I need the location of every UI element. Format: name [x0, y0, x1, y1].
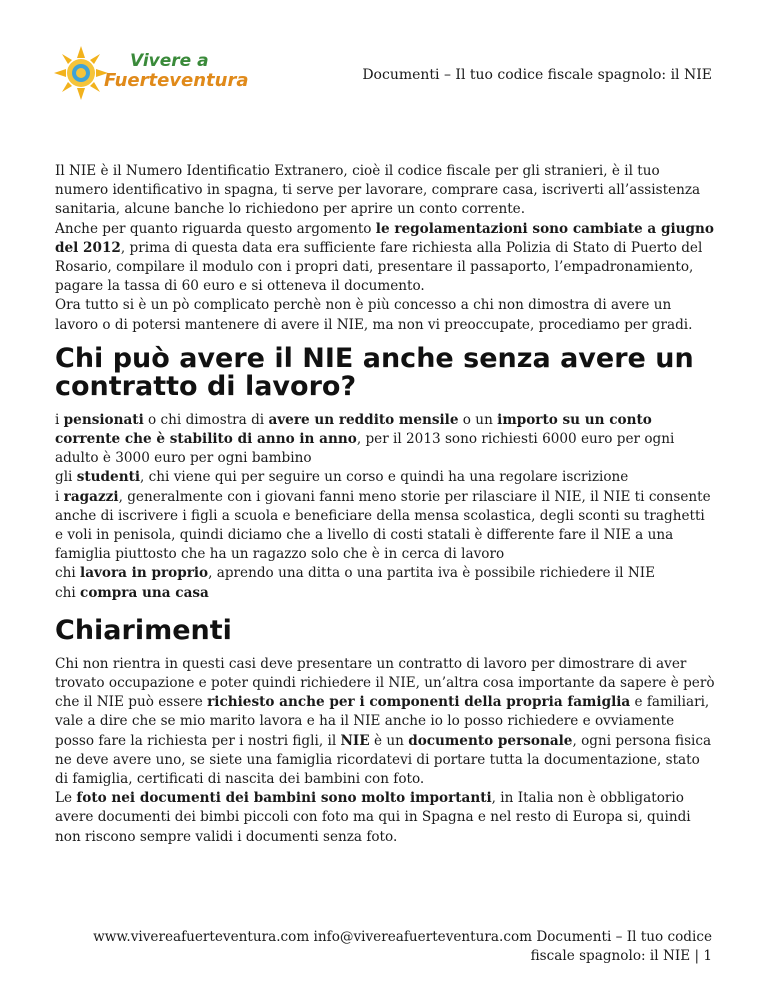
list-item-ragazzi: i ragazzi, generalmente con i giovani fanni meno storie per rilasciare il NIE, il NIE ti consente anche di iscrivere i figli a scuola e beneficiare della mensa scolastica, degli sconti su traghetti e voli in penisola, quindi diciamo che a livello di costi statali è differente fare il NIE a una famiglia piuttosto che ha un ragazzo solo che è in cerca di lavoro [55, 488, 711, 563]
logo-wordmark [104, 51, 249, 91]
article-body [55, 162, 715, 847]
logo-line-2: Fuerteventura [104, 70, 249, 91]
bold-text: le regolamentazioni sono cambiate a giugno del 2012 [55, 220, 714, 256]
page-footer: www.vivereafuerteventura.com info@vivereafuerteventura.com Documenti – Il tuo codice fiscale spagnolo: il NIE | 1 [93, 929, 712, 964]
list-item-lavora-in-proprio: chi lavora in proprio, aprendo una ditta o una partita iva è possibile richiedere il NIE [55, 565, 656, 582]
section-heading-nie-without-contract: Chi può avere il NIE anche senza avere un contratto di lavoro? [55, 342, 694, 402]
list-item-pensionati: i pensionati o chi dimostra di avere un reddito mensile o un importo su un conto corrente che è stabilito di anno in anno, per il 2013 sono richiesti 6000 euro per ogni adulto è 3000 euro per ogni bambino [55, 411, 675, 467]
intro-paragraph-1: Il NIE è il Numero Identificatio Extranero, cioè il codice fiscale per gli stranieri, è il tuo numero identificativo in spagna, ti serve per lavorare, comprare casa, iscriverti all’assistenza sanitaria, alcune banche lo richiedono per aprire un conto corrente. [55, 163, 701, 218]
chiarimenti-paragraph-1: Chi non rientra in questi casi deve presentare un contratto di lavoro per dimostrare di aver trovato occupazione e poter quindi richiedere il NIE, un’altra cosa importante da sapere è però che il NIE può essere richiesto anche per i componenti della propria famiglia e familiari, vale a dire che se mio marito lavora e ha il NIE anche io lo posso richiedere e ovviamente posso fare la richiesta per i nostri figli, il NIE è un documento personale, ogni persona fisica ne deve avere uno, se siete una famiglia ricordatevi di portare tutta la documentazione, stato di famiglia, certificati di nascita dei bambini con foto. [55, 655, 715, 788]
chiarimenti-paragraph-2: Le foto nei documenti dei bambini sono molto importanti, in Italia non è obbligatorio avere documenti dei bimbi piccoli con foto ma qui in Spagna e nel resto di Europa si, quindi non riscono sempre validi i documenti senza foto. [55, 790, 691, 845]
site-logo [52, 44, 249, 102]
sun-icon [52, 44, 110, 102]
logo-line-1: Vivere a [130, 51, 209, 71]
list-item-compra-casa: chi compra una casa [55, 584, 209, 601]
section-heading-chiarimenti: Chiarimenti [55, 614, 232, 646]
header-title: Documenti – Il tuo codice fiscale spagnolo: il NIE [362, 67, 712, 83]
list-item-studenti: gli studenti, chi viene qui per seguire un corso e quindi ha una regolare iscrizione [55, 469, 629, 486]
intro-paragraph-3: Ora tutto si è un pò complicato perchè non è più concesso a chi non dimostra di avere un lavoro o di potersi mantenere di avere il NIE, ma non vi preoccupate, procediamo per gradi. [55, 297, 693, 333]
intro-paragraph-2: Anche per quanto riguarda questo argomento le regolamentazioni sono cambiate a giugno del 2012, prima di questa data era sufficiente fare richiesta alla Polizia di Stato di Puerto del Rosario, compilare il modulo con i propri dati, presentare il passaporto, l’empadronamiento, pagare la tassa di 60 euro e si otteneva il documento. [55, 220, 714, 295]
